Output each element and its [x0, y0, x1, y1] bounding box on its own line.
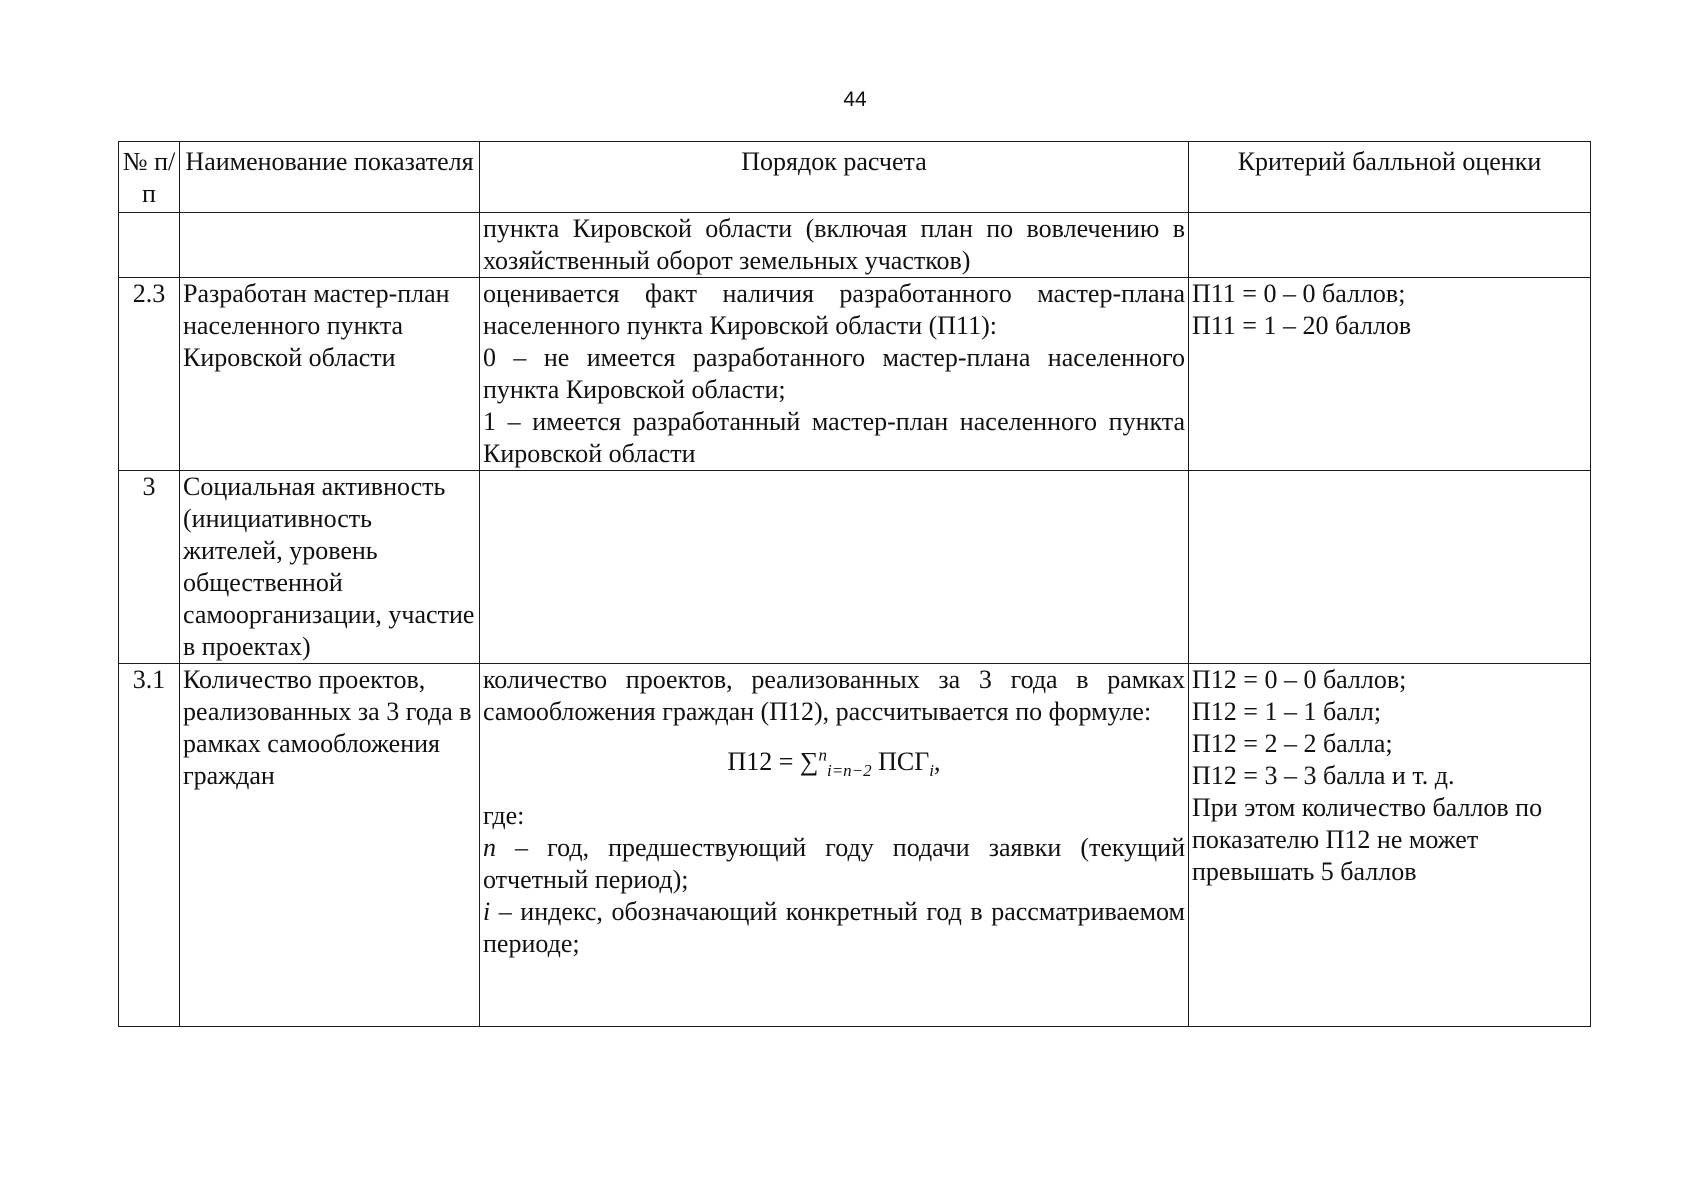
var-i: i [483, 897, 491, 926]
calc-intro: количество проектов, реализованных за 3 года в рамках самообложения граждан (П12), рассчитывается по формуле: [483, 665, 1185, 726]
header-num: № п/п [119, 142, 180, 213]
criteria-line: П12 = 1 – 1 балл; [1192, 697, 1382, 726]
indicators-table [118, 141, 1591, 1027]
cell-criteria [1189, 213, 1591, 278]
cell-num: 2.3 [119, 278, 180, 471]
calc-text: оценивается факт наличия разработанного мастер-плана населенного пункта Кировской области (П11): [483, 279, 1185, 340]
def-n-text: – год, предшествующий году подачи заявки (текущий отчетный период); [483, 833, 1185, 894]
cell-num [119, 213, 180, 278]
formula-lhs: П12 = [727, 747, 794, 776]
sum-lower-limit: i=n−2 [826, 761, 872, 781]
def-i-text: – индекс, обозначающий конкретный год в рассматриваемом периоде; [483, 897, 1185, 958]
var-n: n [483, 833, 496, 862]
criteria-line: П12 = 2 – 2 балла; [1192, 729, 1393, 758]
header-criteria: Критерий балльной оценки [1189, 142, 1591, 213]
calc-text: 1 – имеется разработанный мастер-план населенного пункта Кировской области [483, 407, 1185, 468]
formula-tail: , [934, 747, 941, 776]
cell-num: 3.1 [119, 664, 180, 1027]
cell-calc [480, 471, 1189, 664]
criteria-note: При этом количество баллов по показателю П12 не может превышать 5 баллов [1192, 793, 1543, 886]
formula-term: ПСГ [878, 747, 930, 776]
criteria-line: П12 = 0 – 0 баллов; [1192, 665, 1407, 694]
header-name: Наименование показателя [180, 142, 480, 213]
def-i [483, 896, 1185, 960]
formula-term-index: i [929, 761, 935, 781]
table-row [119, 278, 1591, 471]
header-calc: Порядок расчета [480, 142, 1189, 213]
calc-text: пункта Кировской области (включая план по вовлечению в хозяйственный оборот земельных участков) [483, 214, 1185, 275]
def-n [483, 832, 1185, 896]
sum-upper-limit: n [818, 745, 827, 765]
cell-calc [480, 213, 1189, 278]
cell-criteria [1189, 664, 1591, 1027]
cell-name: Количество проектов, реализованных за 3 года в рамках самообложения граждан [180, 664, 480, 1027]
criteria-line: П11 = 0 – 0 баллов; [1192, 279, 1406, 308]
sum-symbol: ∑ [799, 747, 819, 776]
cell-name: Разработан мастер-план населенного пункта Кировской области [180, 278, 480, 471]
formula [483, 745, 1185, 781]
table-header-row [119, 142, 1591, 213]
cell-criteria [1189, 278, 1591, 471]
cell-calc [480, 278, 1189, 471]
cell-criteria [1189, 471, 1591, 664]
cell-calc [480, 664, 1189, 1027]
where-label: где: [483, 801, 525, 830]
cell-name: Социальная активность (инициативность жителей, уровень общественной самоорганизации, участие в проектах) [180, 471, 480, 664]
cell-num: 3 [119, 471, 180, 664]
table-row [119, 664, 1591, 1027]
table-row [119, 471, 1591, 664]
criteria-line: П12 = 3 – 3 балла и т. д. [1192, 761, 1455, 790]
criteria-line: П11 = 1 – 20 баллов [1192, 311, 1412, 340]
page-number: 44 [843, 88, 867, 111]
table-row [119, 213, 1591, 278]
cell-name [180, 213, 480, 278]
calc-text: 0 – не имеется разработанного мастер-плана населенного пункта Кировской области; [483, 343, 1185, 404]
